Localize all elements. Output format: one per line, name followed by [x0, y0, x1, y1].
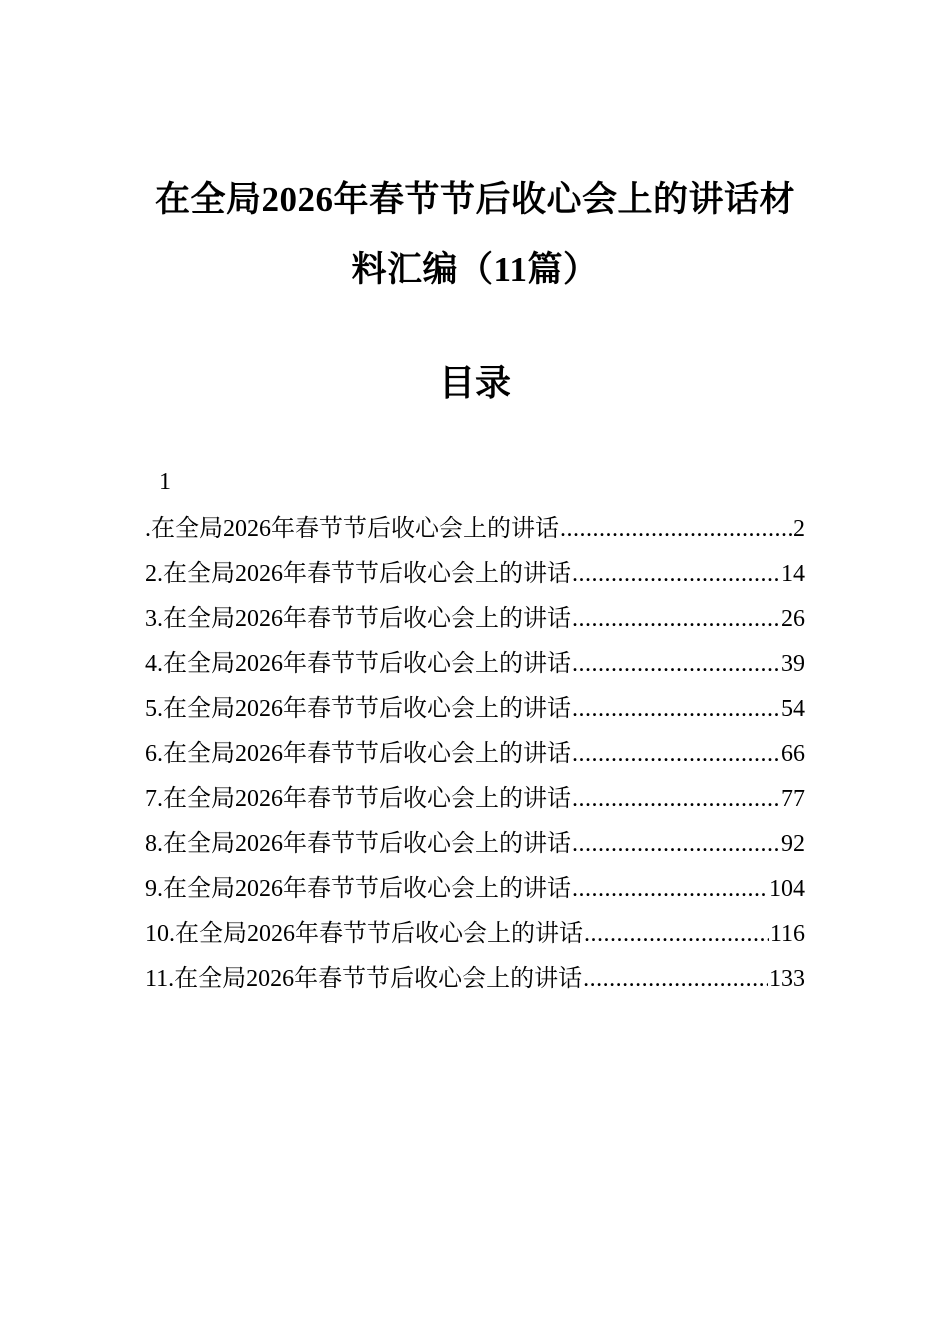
toc-dot-leader	[572, 732, 780, 777]
toc-entry-label: 2.在全局2026年春节节后收心会上的讲话	[145, 561, 571, 587]
toc-entry-page: 92	[781, 831, 805, 857]
toc-entry[interactable]	[145, 507, 805, 552]
toc-entry[interactable]	[145, 597, 805, 642]
toc-entry[interactable]	[145, 957, 805, 1002]
toc-entry-page: 39	[781, 651, 805, 677]
toc-entry[interactable]	[145, 777, 805, 822]
toc-entry-label: 4.在全局2026年春节节后收心会上的讲话	[145, 651, 571, 677]
toc-dot-leader	[572, 642, 780, 687]
toc-entry-page: 54	[781, 696, 805, 722]
toc-dot-leader	[572, 777, 780, 822]
toc-entry-label: 9.在全局2026年春节节后收心会上的讲话	[145, 876, 571, 902]
toc-entry[interactable]	[145, 732, 805, 777]
toc-entry-label: 5.在全局2026年春节节后收心会上的讲话	[145, 696, 571, 722]
toc-dot-leader	[583, 957, 768, 1002]
toc-entry-page: 66	[781, 741, 805, 767]
toc-dot-leader	[572, 687, 780, 732]
toc-entry-page: 77	[781, 786, 805, 812]
toc-entry-page: 2	[793, 516, 805, 542]
document-title-line-1: 在全局2026年春节节后收心会上的讲话材	[154, 180, 795, 219]
toc-entry-label: 7.在全局2026年春节节后收心会上的讲话	[145, 786, 571, 812]
toc-dot-leader	[572, 552, 780, 597]
toc-entry[interactable]	[145, 687, 805, 732]
toc-entry-page: 116	[769, 921, 805, 947]
toc-entry[interactable]	[145, 822, 805, 867]
toc-entry-label: 6.在全局2026年春节节后收心会上的讲话	[145, 741, 571, 767]
toc-heading: 目录	[438, 363, 511, 403]
toc-entry-page: 133	[769, 966, 805, 992]
toc-entry[interactable]	[145, 912, 805, 957]
toc-entry[interactable]	[145, 867, 805, 912]
toc-dot-leader	[560, 507, 792, 552]
toc-first-number: 1	[159, 469, 171, 495]
toc-dot-leader	[572, 867, 768, 912]
toc-entry-label: .在全局2026年春节节后收心会上的讲话	[145, 516, 559, 542]
toc-entry[interactable]	[145, 552, 805, 597]
toc-entry[interactable]	[145, 642, 805, 687]
toc-dot-leader	[572, 822, 780, 867]
toc-dot-leader	[572, 597, 780, 642]
toc-entry-label: 10.在全局2026年春节节后收心会上的讲话	[145, 921, 583, 947]
toc-entry-page: 26	[781, 606, 805, 632]
toc-entry-page: 14	[781, 561, 805, 587]
table-of-contents	[145, 462, 805, 1002]
toc-dot-leader	[584, 912, 769, 957]
document-title-line-2: 料汇编（11篇）	[351, 250, 599, 289]
toc-entry-label: 3.在全局2026年春节节后收心会上的讲话	[145, 606, 571, 632]
toc-entry-label: 8.在全局2026年春节节后收心会上的讲话	[145, 831, 571, 857]
toc-entry-page: 104	[769, 876, 805, 902]
toc-entry-label: 11.在全局2026年春节节后收心会上的讲话	[145, 966, 583, 992]
